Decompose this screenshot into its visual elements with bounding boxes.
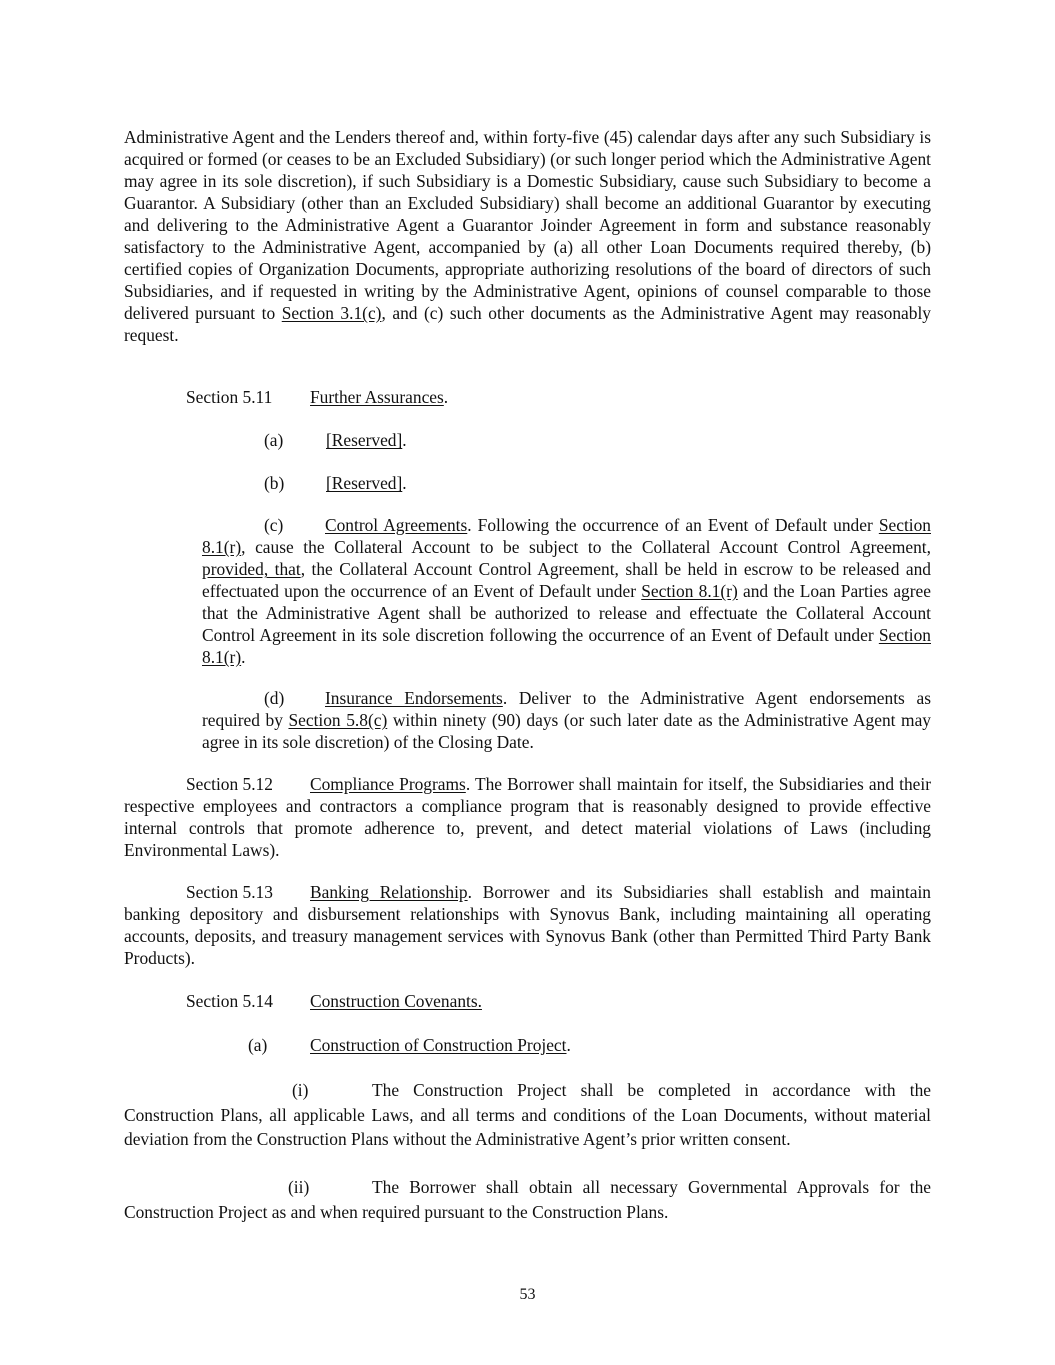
section-reference: Section 5.8(c)	[288, 710, 388, 730]
section-title: Further Assurances	[310, 387, 444, 407]
section-title: Construction Covenants.	[310, 991, 482, 1011]
item-text: . Following the occurrence of an Event of Default under	[467, 515, 879, 535]
item-label: (a)	[248, 1035, 268, 1055]
intro-text: Administrative Agent and the Lenders thereof and, within forty-five (45) calendar days after any such Subsidiary is acquired or formed (or ceases to be an Excluded Subsidiary) (or such longer period which the Administrative Agent may agree in its sole discretion), if such Subsidiary is a Domestic Subsidiary, cause such Subsidiary to become a Guarantor. A Subsidiary (other than an Excluded Subsidiary) shall become an additional Guarantor by executing and delivering to the Administrative Agent a Guarantor Joinder Agreement in form and substance reasonably satisfactory to the Administrative Agent, accompanied by (a) all other Loan Documents required thereby, (b) certified copies of Organization Documents, appropriate authorizing resolutions of the board of directors of such Subsidiaries, and if requested in writing by the Administrative Agent, opinions of counsel comparable to those delivered pursuant to	[124, 127, 931, 323]
section-reference: Section 8.1(r)	[641, 581, 738, 601]
item-label: (d)	[264, 688, 285, 708]
section-number: Section 5.13	[186, 882, 273, 902]
section-reference: Section 8.1(r)	[202, 515, 931, 557]
item-label: (a)	[264, 430, 284, 450]
section-number: Section 5.14	[186, 991, 273, 1011]
proviso-text: provided, that	[202, 559, 301, 579]
item-text: within ninety (90) days (or such later date as the Administrative Agent may agree in its sole discretion) of the Closing Date.	[202, 710, 931, 752]
section-number: Section 5.12	[186, 774, 273, 794]
section-5-11-heading: Section 5.11 Further Assurances.	[186, 387, 449, 407]
item-text: and the Loan Parties agree that the Administrative Agent shall be authorized to release and effectuate the Collateral Account Control Agreement in its sole discretion following the occurrence of an Event of Default under	[202, 581, 931, 645]
item-text: [Reserved]	[326, 430, 403, 450]
item-text: . Deliver to the Administrative Agent endorsements as required by	[202, 688, 932, 730]
item-text: The Borrower shall obtain all necessary Governmental Approvals for the Construction Project as and when required pursuant to the Construction Plans.	[124, 1177, 931, 1222]
intro-text-end: , and (c) such other documents as the Administrative Agent may reasonably request.	[124, 303, 931, 345]
section-title: Banking Relationship	[310, 882, 468, 902]
item-title: Control Agreements	[325, 515, 468, 535]
section-5-11-a: (a) [Reserved].	[264, 430, 407, 450]
item-label: (i)	[292, 1080, 309, 1100]
section-text: . Borrower and its Subsidiaries shall establish and maintain banking depository and disbursement relationships with Synovus Bank, including maintaining all operating accounts, deposits, and treasury management services with Synovus Bank (other than Permitted Third Party Bank Products).	[124, 882, 931, 968]
page-number: 53	[519, 1286, 536, 1303]
section-5-12	[124, 773, 931, 861]
section-reference: Section 3.1(c)	[281, 303, 382, 323]
item-text: , the Collateral Account Control Agreement, shall be held in escrow to be released and effectuated upon the occurrence of an Event of Default under	[202, 559, 931, 601]
item-title: Insurance Endorsements	[325, 688, 503, 708]
section-5-11-c: (c) Control Agreements. Following the occurrence of an Event of Default under Section 8.1(r), cause the Collateral Account to be subject to the Collateral Account Control Agreement, provided, that, the Collateral Account Control Agreement, shall be held in escrow to be released and effectuated upon the occurrence of an Event of Default under Section 8.1(r) and the Loan Parties agree that the Administrative Agent shall be authorized to release and effectuate the Collateral Account Control Agreement in its sole discretion following the occurrence of an Event of Default under Section 8.1(r).	[202, 515, 931, 667]
section-5-14-a: (a) Construction of Construction Project.	[248, 1035, 571, 1055]
item-text: [Reserved]	[326, 473, 403, 493]
section-5-13	[124, 881, 931, 969]
intro-paragraph	[124, 126, 931, 346]
item-text: The Construction Project shall be completed in accordance with the Construction Plans, all applicable Laws, and all terms and conditions of the Loan Documents, without material deviation from the Construction Plans without the Administrative Agent’s prior written consent.	[124, 1080, 931, 1149]
section-5-14-heading	[186, 990, 482, 1012]
item-title: Construction of Construction Project	[310, 1035, 567, 1055]
section-text: . The Borrower shall maintain for itself, the Subsidiaries and their respective employees and contractors a compliance program that is reasonably designed to provide effective internal controls that promote adherence to, prevent, and detect material violations of Laws (including Environmental Laws).	[124, 774, 931, 860]
section-title: Compliance Programs	[310, 774, 466, 794]
item-label: (c)	[264, 515, 284, 535]
item-text: , cause the Collateral Account to be subject to the Collateral Account Control Agreement,	[241, 537, 931, 557]
section-5-11-d	[202, 687, 931, 753]
section-5-14-a-i	[124, 1078, 931, 1152]
item-label: (ii)	[288, 1177, 310, 1197]
section-5-14-a-ii	[124, 1175, 931, 1224]
section-reference: Section 8.1(r)	[202, 625, 931, 667]
section-number: Section 5.11	[186, 387, 273, 407]
item-label: (b)	[264, 473, 285, 493]
section-5-11-b: (b) [Reserved].	[264, 473, 407, 493]
